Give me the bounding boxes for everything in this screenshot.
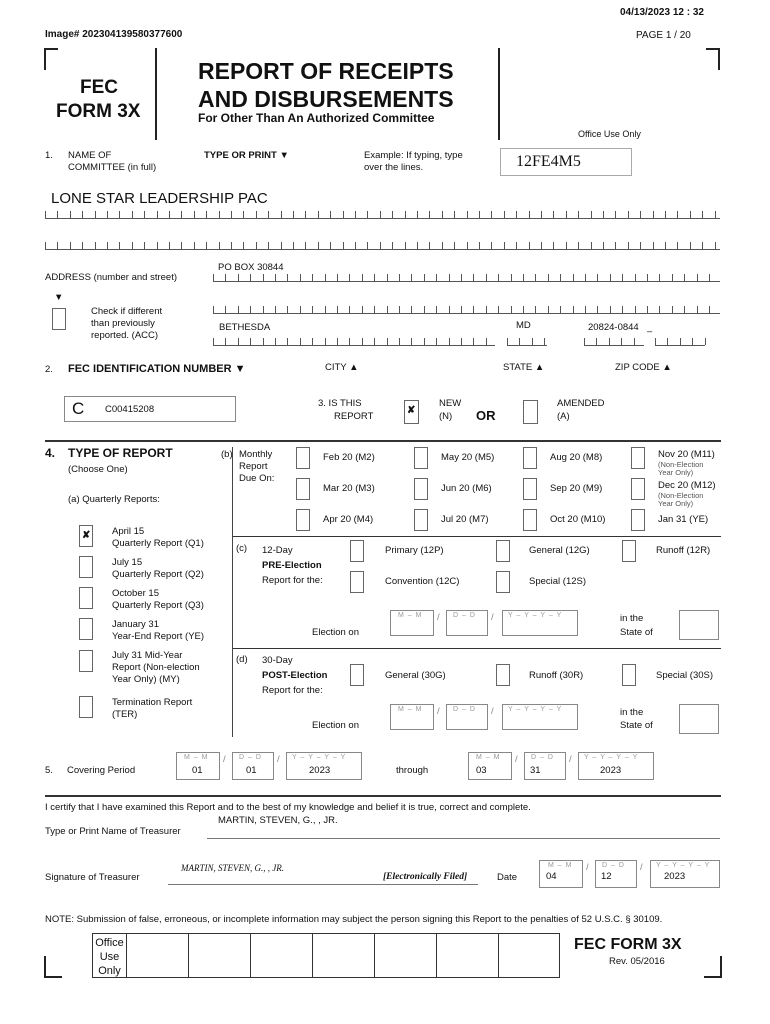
office-use-word-1: Office	[95, 937, 124, 949]
acc-label-1: Check if different	[91, 306, 163, 317]
to-mm-hint: M – M	[476, 754, 501, 761]
m12-note-2: Year Only)	[658, 499, 694, 508]
city-label: CITY ▲	[325, 362, 359, 373]
post-label-2: POST-Election	[262, 670, 328, 681]
section-1-num: 1.	[45, 150, 53, 161]
office-use-box	[189, 934, 251, 977]
report-label: REPORT	[334, 411, 374, 422]
corner-mark-tl	[44, 48, 58, 70]
from-slash-1: /	[223, 754, 226, 765]
to-slash-1: /	[515, 754, 518, 765]
office-use-box	[251, 934, 313, 977]
office-use-word-2: Use	[99, 951, 120, 963]
m8-label: Aug 20 (M8)	[550, 452, 603, 463]
m11-note-1: (Non-Election	[658, 460, 704, 469]
my-label-2: Report (Non-election	[112, 662, 200, 673]
office-use-box	[499, 934, 559, 977]
m3-label: Mar 20 (M3)	[323, 483, 375, 494]
pre-post-divider	[233, 648, 721, 649]
type-name-label: Type or Print Name of Treasurer	[45, 826, 181, 837]
runoff30-label: Runoff (30R)	[529, 670, 584, 681]
m10-label: Oct 20 (M10)	[550, 514, 606, 525]
title-line2: AND DISBURSEMENTS	[198, 86, 454, 112]
committee-name-field-2[interactable]	[45, 236, 720, 250]
post-state-of-label: State of	[620, 720, 653, 731]
acc-label-3: reported. (ACC)	[91, 330, 159, 341]
q3-checkbox[interactable]	[79, 587, 93, 609]
committee-name-field-1[interactable]	[45, 205, 720, 219]
m9-label: Sep 20 (M9)	[550, 483, 603, 494]
from-mm-hint: M – M	[184, 754, 209, 761]
certify-text: I certify that I have examined this Report and to the best of my knowledge and belief it is true, correct and complete.	[45, 802, 531, 813]
q3-label-1: October 15	[112, 588, 159, 599]
m10-checkbox[interactable]	[523, 509, 537, 531]
post-slash-1: /	[437, 706, 440, 717]
example-line2: over the lines.	[364, 162, 424, 173]
title-line1: REPORT OF RECEIPTS	[198, 58, 454, 84]
general12-label: General (12G)	[529, 545, 590, 556]
convention-checkbox[interactable]	[350, 571, 364, 593]
form-subtitle: For Other Than An Authorized Committee	[198, 111, 435, 125]
m7-label: Jul 20 (M7)	[441, 514, 489, 525]
new-report-check-mark: ✘	[407, 405, 416, 416]
choose-one-label: (Choose One)	[68, 464, 128, 475]
fec-id-prefix: C	[72, 399, 85, 418]
city-value: BETHESDA	[219, 322, 271, 333]
amended-code: (A)	[557, 411, 570, 422]
pre-dd-hint: D – D	[453, 612, 476, 619]
fec-label: FEC	[80, 77, 118, 98]
m4-checkbox[interactable]	[296, 509, 310, 531]
zip-label: ZIP CODE ▲	[615, 362, 672, 373]
post-label-3: Report for the:	[262, 685, 323, 696]
primary-label: Primary (12P)	[385, 545, 444, 556]
m2-checkbox[interactable]	[296, 447, 310, 469]
efiled-label: [Electronically Filed]	[383, 872, 468, 882]
zip-ext-field[interactable]	[655, 332, 705, 346]
state-value: MD	[516, 320, 531, 331]
new-label: NEW	[439, 398, 462, 409]
monthly-divider	[233, 536, 721, 537]
q1-check-mark: ✘	[82, 530, 91, 541]
m2-label: Feb 20 (M2)	[323, 452, 375, 463]
ter-label-1: Termination Report	[112, 697, 193, 708]
section-4-divider	[45, 440, 721, 442]
footer-note: NOTE: Submission of false, erroneous, or incomplete information may subject the person signing this Report to the penalties of 52 U.S.C. § 30109.	[45, 914, 663, 925]
monthly-label-3: Due On:	[239, 473, 275, 484]
pre-state-of-label: State of	[620, 627, 653, 638]
sign-date-day-value: 12	[601, 871, 612, 882]
to-yyyy-hint: Y – Y – Y – Y	[584, 754, 639, 761]
covering-period-label: Covering Period	[67, 765, 136, 776]
m12-note-1: (Non-Election	[658, 491, 704, 500]
runoff30-checkbox[interactable]	[496, 664, 510, 686]
monthly-label-1: Monthly	[239, 449, 273, 460]
m3-checkbox[interactable]	[296, 478, 310, 500]
pre-in-the-label: in the	[620, 613, 644, 624]
quarterly-label: (a) Quarterly Reports:	[68, 494, 160, 505]
pre-label-3: Report for the:	[262, 575, 323, 586]
ye-checkbox[interactable]	[79, 618, 93, 640]
corner-mark-bl	[44, 956, 62, 978]
general12-checkbox[interactable]	[496, 540, 510, 562]
fec-id-value: C00415208	[105, 404, 155, 415]
sign-slash-2: /	[640, 862, 643, 873]
post-mm-hint: M – M	[398, 706, 423, 713]
q1-label-1: April 15	[112, 526, 145, 537]
m5-checkbox[interactable]	[414, 447, 428, 469]
my-checkbox[interactable]	[79, 650, 93, 672]
m11-checkbox[interactable]	[631, 447, 645, 469]
committee-label-1: NAME OF	[68, 150, 112, 161]
q2-label-2: Quarterly Report (Q2)	[112, 569, 204, 580]
through-label: through	[396, 765, 429, 776]
office-code: 12FE4M5	[516, 153, 581, 170]
convention-label: Convention (12C)	[385, 576, 460, 587]
zip-value: 20824-0844	[588, 322, 639, 333]
monthly-b-label: (b)	[221, 449, 233, 460]
office-use-box	[127, 934, 189, 977]
m4-label: Apr 20 (M4)	[323, 514, 374, 525]
primary-checkbox[interactable]	[350, 540, 364, 562]
date-label: Date	[497, 872, 518, 883]
street-value: PO BOX 30844	[218, 262, 284, 273]
q1-label-2: Quarterly Report (Q1)	[112, 538, 204, 549]
m8-checkbox[interactable]	[523, 447, 537, 469]
section-4-vertical-divider	[232, 447, 233, 737]
corner-mark-br	[704, 956, 722, 978]
post-state-field[interactable]	[679, 704, 719, 734]
footer-form-name: FEC FORM 3X	[574, 936, 682, 953]
from-yyyy-hint: Y – Y – Y – Y	[292, 754, 347, 761]
section-5-num: 5.	[45, 765, 53, 776]
type-or-print-label: TYPE OR PRINT ▼	[204, 150, 289, 161]
general30-label: General (30G)	[385, 670, 446, 681]
ter-checkbox[interactable]	[79, 696, 93, 718]
q2-checkbox[interactable]	[79, 556, 93, 578]
m12-checkbox[interactable]	[631, 478, 645, 500]
fec-id-label: FEC IDENTIFICATION NUMBER ▼	[68, 363, 246, 375]
address-arrow: ▼	[54, 292, 64, 303]
sign-date-month-value: 04	[546, 871, 557, 882]
office-use-box	[437, 934, 499, 977]
office-use-table	[92, 933, 560, 978]
runoff12-checkbox[interactable]	[622, 540, 636, 562]
post-in-the-label: in the	[620, 707, 644, 718]
or-label: OR	[476, 408, 496, 423]
m11-note-2: Year Only)	[658, 468, 694, 477]
new-code: (N)	[439, 411, 453, 422]
sign-slash-1: /	[586, 862, 589, 873]
from-dd-hint: D – D	[239, 754, 262, 761]
cover-from-year-value: 2023	[309, 765, 331, 776]
treasurer-name: MARTIN, STEVEN, G., , JR.	[218, 815, 338, 826]
post-yyyy-hint: Y – Y – Y – Y	[508, 706, 563, 713]
page-number: PAGE 1 / 20	[636, 30, 691, 41]
treasurer-name-line[interactable]	[207, 838, 720, 839]
street-field-2[interactable]	[213, 300, 720, 314]
special12-checkbox[interactable]	[496, 571, 510, 593]
post-d-label: (d)	[236, 654, 248, 665]
post-slash-2: /	[491, 706, 494, 717]
form-3x-label: FORM 3X	[56, 101, 141, 122]
amended-label: AMENDED	[557, 398, 605, 409]
is-this-label: 3. IS THIS	[318, 398, 362, 409]
committee-name: LONE STAR LEADERSHIP PAC	[51, 190, 268, 207]
title-divider-right	[498, 48, 500, 140]
m11-label: Nov 20 (M11)	[658, 449, 715, 460]
m12-label: Dec 20 (M12)	[658, 480, 716, 491]
ye-label-2: Year-End Report (YE)	[112, 631, 205, 642]
cover-from-day-value: 01	[246, 765, 257, 776]
office-use-word-3: Only	[98, 965, 121, 977]
pre-slash-2: /	[491, 612, 494, 623]
pre-c-label: (c)	[236, 543, 248, 554]
pre-slash-1: /	[437, 612, 440, 623]
corner-mark-tr	[706, 48, 720, 70]
section-4-num: 4.	[45, 446, 56, 460]
type-of-report-label: TYPE OF REPORT	[68, 446, 173, 460]
ye-jan-checkbox[interactable]	[631, 509, 645, 531]
cover-from-month-value: 01	[192, 765, 203, 776]
print-datetime: 04/13/2023 12 : 32	[620, 7, 704, 18]
city-field[interactable]	[213, 332, 495, 346]
sign-date-year-value: 2023	[664, 871, 686, 882]
m7-checkbox[interactable]	[414, 509, 428, 531]
post-election-on-label: Election on	[312, 720, 360, 731]
office-use-cell	[93, 934, 127, 977]
to-slash-2: /	[569, 754, 572, 765]
sign-dd-hint: D – D	[602, 862, 625, 869]
my-label-3: Year Only) (MY)	[112, 674, 180, 685]
m5-label: May 20 (M5)	[441, 452, 495, 463]
pre-label-1: 12-Day	[262, 545, 293, 556]
pre-election-on-label: Election on	[312, 627, 360, 638]
sign-mm-hint: M – M	[548, 862, 573, 869]
m9-checkbox[interactable]	[523, 478, 537, 500]
state-label: STATE ▲	[503, 362, 545, 373]
special30-label: Special (30S)	[656, 670, 714, 681]
pre-mm-hint: M – M	[398, 612, 423, 619]
runoff12-label: Runoff (12R)	[656, 545, 711, 556]
title-divider	[155, 48, 157, 140]
from-slash-2: /	[277, 754, 280, 765]
pre-state-field[interactable]	[679, 610, 719, 640]
footer-revision: Rev. 05/2016	[609, 956, 665, 967]
address-label: ADDRESS (number and street)	[45, 272, 177, 283]
zip-field[interactable]	[584, 332, 644, 346]
special12-label: Special (12S)	[529, 576, 587, 587]
m6-checkbox[interactable]	[414, 478, 428, 500]
post-label-1: 30-Day	[262, 655, 293, 666]
post-dd-hint: D – D	[453, 706, 476, 713]
pre-yyyy-hint: Y – Y – Y – Y	[508, 612, 563, 619]
acc-label-2: than previously	[91, 318, 155, 329]
cover-to-year-value: 2023	[600, 765, 622, 776]
my-label-1: July 31 Mid-Year	[112, 650, 183, 661]
address-changed-checkbox[interactable]	[52, 308, 66, 330]
office-use-box	[375, 934, 437, 977]
to-dd-hint: D – D	[531, 754, 554, 761]
street-field-1[interactable]	[213, 268, 720, 282]
state-field[interactable]	[507, 332, 547, 346]
cover-to-month-value: 03	[476, 765, 487, 776]
signature-label: Signature of Treasurer	[45, 872, 140, 883]
signature-value: MARTIN, STEVEN, G., , JR.	[181, 863, 284, 873]
pre-label-2: PRE-Election	[262, 560, 322, 571]
office-use-box	[313, 934, 375, 977]
monthly-label-2: Report	[239, 461, 268, 472]
certify-divider	[45, 795, 721, 797]
image-id: Image# 202304139580377600	[45, 29, 183, 40]
zip-dash: –	[647, 326, 653, 337]
amended-checkbox[interactable]	[523, 400, 538, 424]
ter-label-2: (TER)	[112, 709, 138, 720]
section-2-num: 2.	[45, 364, 53, 375]
signature-line[interactable]	[168, 884, 478, 885]
office-use-label: Office Use Only	[578, 129, 641, 139]
m6-label: Jun 20 (M6)	[441, 483, 492, 494]
example-line1: Example: If typing, type	[364, 150, 463, 161]
ye-jan-label: Jan 31 (YE)	[658, 514, 709, 525]
q2-label-1: July 15	[112, 557, 143, 568]
committee-label-2: COMMITTEE (in full)	[68, 162, 157, 173]
ye-label-1: January 31	[112, 619, 160, 630]
general30-checkbox[interactable]	[350, 664, 364, 686]
q3-label-2: Quarterly Report (Q3)	[112, 600, 204, 611]
sign-yyyy-hint: Y – Y – Y – Y	[656, 862, 711, 869]
special30-checkbox[interactable]	[622, 664, 636, 686]
cover-to-day-value: 31	[530, 765, 541, 776]
